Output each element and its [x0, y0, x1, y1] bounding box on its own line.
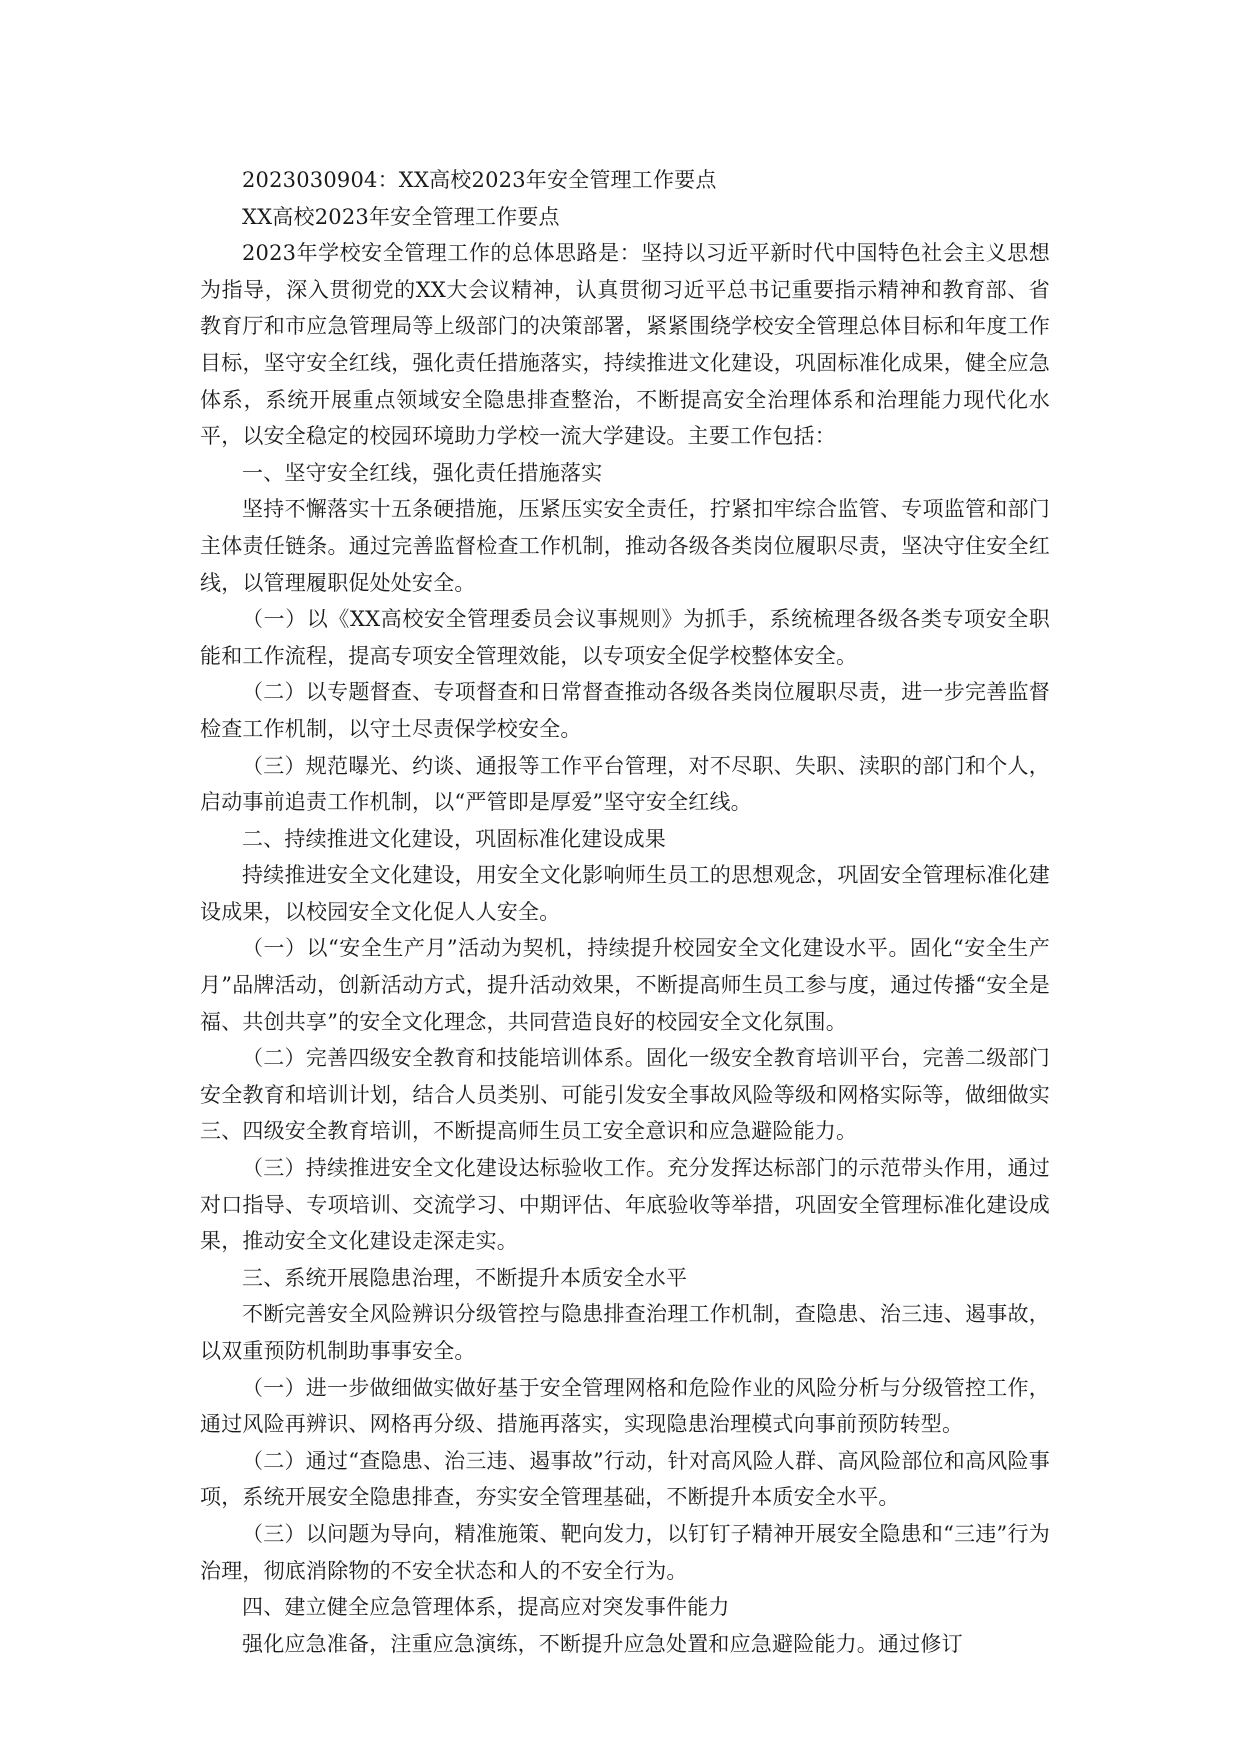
section-2-item: （二）完善四级安全教育和技能培训体系。固化一级安全教育培训平台，完善二级部门安全教育和培训计划，结合人员类别、可能引发安全事故风险等级和网格实际等，做细做实三、四级安全教育培训，不断提高师生员工安全意识和应急避险能力。: [200, 1046, 1050, 1144]
section-2-summary: 持续推进安全文化建设，用安全文化影响师生员工的思想观念，巩固安全管理标准化建设成果，以校园安全文化促人人安全。: [200, 863, 1050, 924]
section-4-summary: 强化应急准备，注重应急演练，不断提升应急处置和应急避险能力。通过修订: [242, 1631, 963, 1656]
section-2-heading: 二、持续推进文化建设，巩固标准化建设成果: [242, 826, 666, 851]
section-1-item: （一）以《XX高校安全管理委员会议事规则》为抓手，系统梳理各级各类专项安全职能和工作流程，提高专项安全管理效能，以专项安全促学校整体安全。: [200, 607, 1050, 668]
section-3-summary: 不断完善安全风险辨识分级管控与隐患排查治理工作机制，查隐患、治三违、遏事故，以双重预防机制助事事安全。: [200, 1302, 1050, 1363]
section-1-item: （二）以专题督查、专项督查和日常督查推动各级各类岗位履职尽责，进一步完善监督检查工作机制，以守土尽责保学校安全。: [200, 680, 1050, 741]
document-title: XX高校2023年安全管理工作要点: [242, 204, 560, 229]
intro-paragraph: 2023年学校安全管理工作的总体思路是：坚持以习近平新时代中国特色社会主义思想为指导，深入贯彻党的XX大会议精神，认真贯彻习近平总书记重要指示精神和教育部、省教育厅和市应急管理局等上级部门的决策部署，紧紧围绕学校安全管理总体目标和年度工作目标，坚守安全红线，强化责任措施落实，持续推进文化建设，巩固标准化成果，健全应急体系，系统开展重点领域安全隐患排查整治，不断提高安全治理体系和治理能力现代化水平，以安全稳定的校园环境助力学校一流大学建设。主要工作包括：: [200, 241, 1050, 449]
section-3-item: （二）通过“查隐患、治三违、遏事故”行动，针对高风险人群、高风险部位和高风险事项，系统开展安全隐患排查，夯实安全管理基础，不断提升本质安全水平。: [200, 1448, 1050, 1510]
section-3-item: （三）以问题为导向，精准施策、靶向发力，以钉钉子精神开展安全隐患和“三违”行为治理，彻底消除物的不安全状态和人的不安全行为。: [200, 1521, 1050, 1583]
section-2-item: （一）以“安全生产月”活动为契机，持续提升校园安全文化建设水平。固化“安全生产月”品牌活动，创新活动方式，提升活动效果，不断提高师生员工参与度，通过传播“安全是福、共创共享”的安全文化理念，共同营造良好的校园安全文化氛围。: [200, 936, 1050, 1034]
section-4-heading: 四、建立健全应急管理体系，提高应对突发事件能力: [242, 1595, 730, 1620]
document-id-title: 2023030904：XX高校2023年安全管理工作要点: [242, 168, 717, 192]
section-2-item: （三）持续推进安全文化建设达标验收工作。充分发挥达标部门的示范带头作用，通过对口指导、专项培训、交流学习、中期评估、年底验收等举措，巩固安全管理标准化建设成果，推动安全文化建设走深走实。: [200, 1156, 1050, 1254]
document-body: [200, 162, 1050, 1662]
section-1-heading: 一、坚守安全红线，强化责任措施落实: [242, 460, 603, 485]
section-1-item: （三）规范曝光、约谈、通报等工作平台管理，对不尽职、失职、渎职的部门和个人，启动事前追责工作机制，以“严管即是厚爱”坚守安全红线。: [200, 753, 1050, 815]
section-1-summary: 坚持不懈落实十五条硬措施，压紧压实安全责任，拧紧扣牢综合监管、专项监管和部门主体责任链条。通过完善监督检查工作机制，推动各级各类岗位履职尽责，坚决守住安全红线，以管理履职促处处安全。: [200, 497, 1050, 595]
section-3-heading: 三、系统开展隐患治理，不断提升本质安全水平: [242, 1265, 688, 1290]
section-3-item: （一）进一步做细做实做好基于安全管理网格和危险作业的风险分析与分级管控工作，通过风险再辨识、网格再分级、措施再落实，实现隐患治理模式向事前预防转型。: [200, 1375, 1050, 1437]
